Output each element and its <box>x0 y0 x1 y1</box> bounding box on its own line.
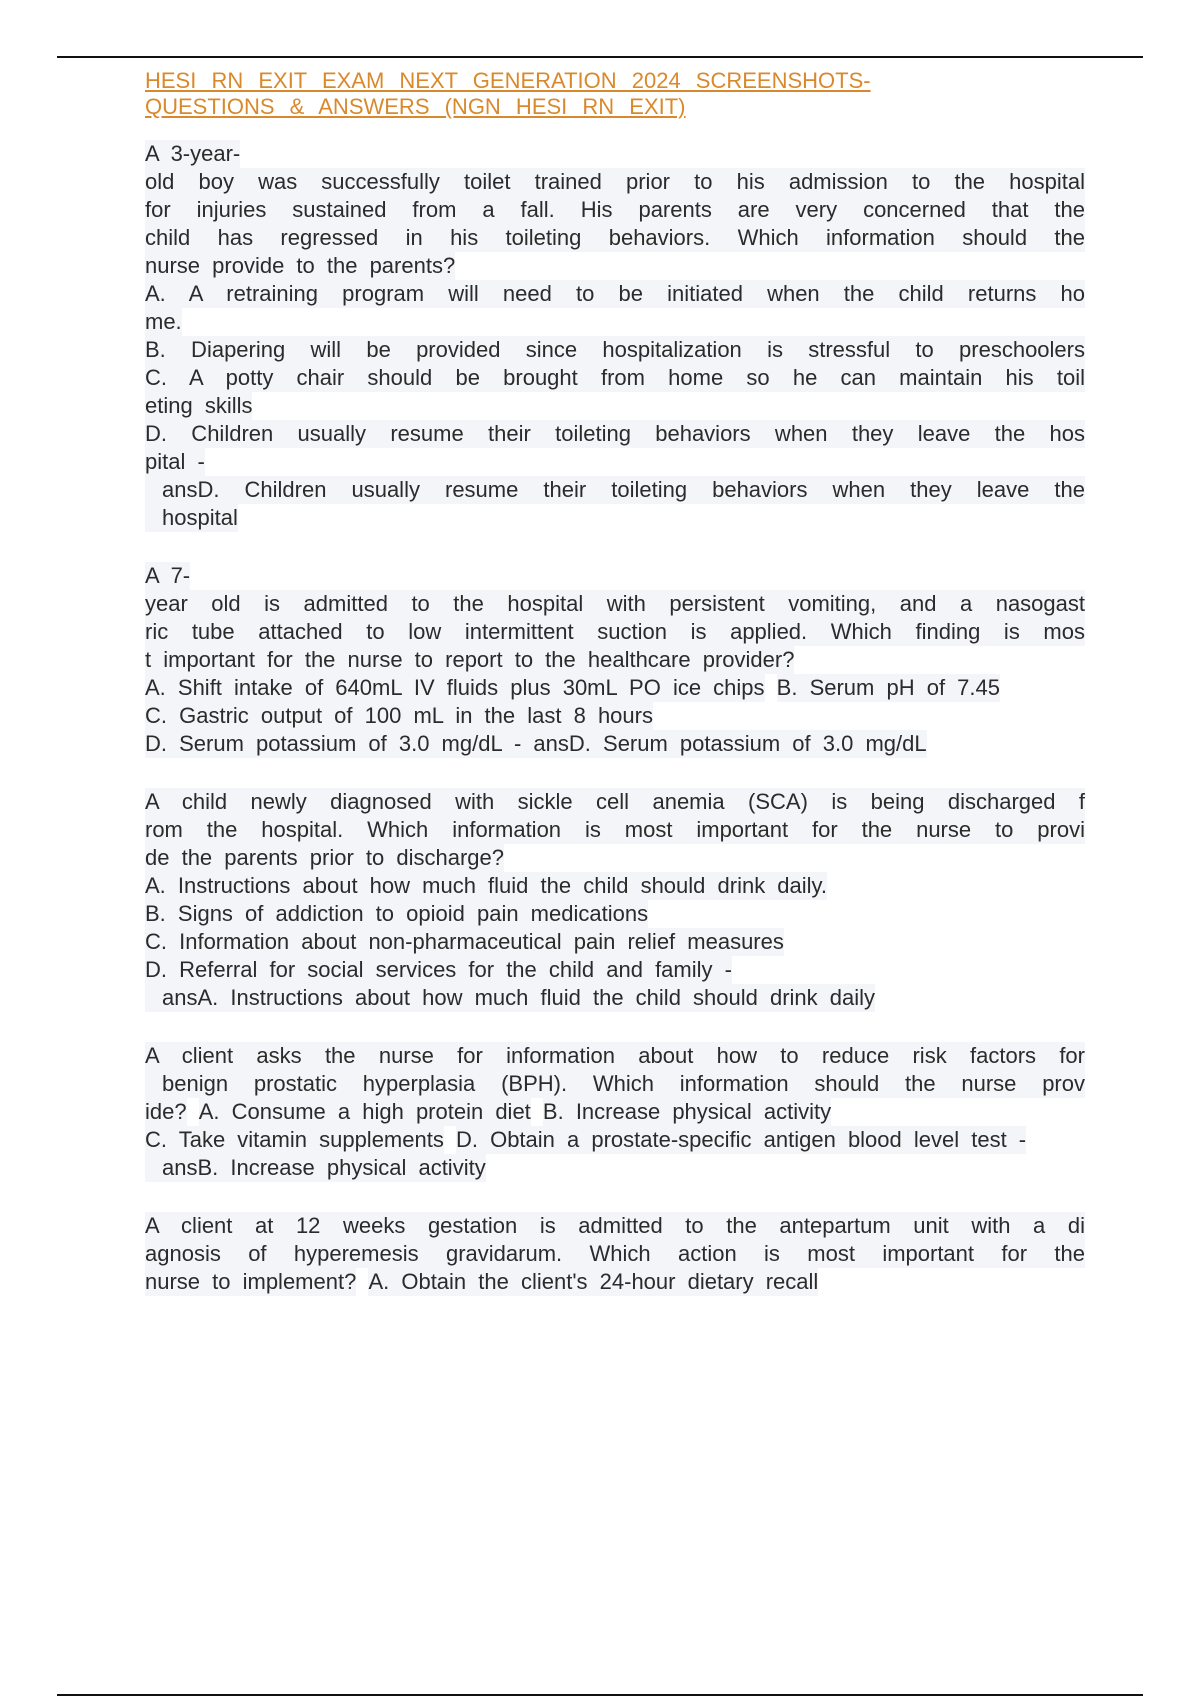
answer-option: D. Children usually resume their toileting behaviors when they leave the hos <box>145 421 1085 446</box>
answer-option: B. Diapering will be provided since hospitalization is stressful to preschoolers <box>145 337 1085 362</box>
answer-option: A. A retraining program will need to be initiated when the child returns ho <box>145 281 1085 306</box>
document-title-link[interactable] <box>145 68 1085 120</box>
question-stem-line: year old is admitted to the hospital with persistent vomiting, and a nasogast <box>145 591 1085 616</box>
answer-option: C. Take vitamin supplements <box>145 1127 444 1152</box>
question-stem-line: nurse provide to the parents? <box>145 253 456 278</box>
question-stem-line: A child newly diagnosed with sickle cell anemia (SCA) is being discharged f <box>145 789 1085 814</box>
header-rule <box>57 56 1143 58</box>
question-stem-line: ide? <box>145 1099 187 1124</box>
question-stem-line: A client at 12 weeks gestation is admitted to the antepartum unit with a di <box>145 1213 1085 1238</box>
title-line: HESI RN EXIT EXAM NEXT GENERATION 2024 SCREENSHOTS- <box>145 68 871 93</box>
answer-option: D. Obtain a prostate-specific antigen blood level test - <box>455 1127 1027 1152</box>
question-stem-line: child has regressed in his toileting behaviors. Which information should the <box>145 225 1085 250</box>
question-block <box>145 1212 1085 1296</box>
question-stem-line: A 7- <box>145 563 191 588</box>
answer-option: B. Increase physical activity <box>542 1099 832 1124</box>
answer-option: C. Gastric output of 100 mL in the last 8 hours <box>145 703 653 728</box>
question-stem-line: old boy was successfully toilet trained prior to his admission to the hospital <box>145 169 1085 194</box>
question-block <box>145 562 1085 758</box>
footer-rule <box>57 1694 1143 1696</box>
answer-option: D. Referral for social services for the child and family - <box>145 957 732 982</box>
question-stem-line: for injuries sustained from a fall. His parents are very concerned that the <box>145 197 1085 222</box>
correct-answer: ansD. Children usually resume their toileting behaviors when they leave the <box>145 476 1085 504</box>
answer-option: C. Information about non-pharmaceutical pain relief measures <box>145 929 784 954</box>
answer-option: pital - <box>145 449 205 474</box>
question-block <box>145 1042 1085 1182</box>
answer-option: eting skills <box>145 393 253 418</box>
question-stem-line: nurse to implement? <box>145 1269 357 1294</box>
question-stem-line: ric tube attached to low intermittent suction is applied. Which finding is mos <box>145 619 1085 644</box>
document-body <box>145 68 1085 1326</box>
answer-option: B. Serum pH of 7.45 <box>776 675 1000 700</box>
question-block <box>145 140 1085 532</box>
correct-answer: ansA. Instructions about how much fluid the child should drink daily <box>145 984 875 1012</box>
answer-option: A. Shift intake of 640mL IV fluids plus 30mL PO ice chips <box>145 675 765 700</box>
answer-option: A. Obtain the client's 24-hour dietary recall <box>368 1269 819 1294</box>
answer-option: C. A potty chair should be brought from home so he can maintain his toil <box>145 365 1085 390</box>
question-block <box>145 788 1085 1012</box>
question-stem-line: agnosis of hyperemesis gravidarum. Which action is most important for the <box>145 1241 1085 1266</box>
answer-option: me. <box>145 309 182 334</box>
correct-answer: hospital <box>145 504 238 532</box>
question-stem-line: de the parents prior to discharge? <box>145 845 504 870</box>
question-stem-line: A 3-year- <box>145 141 241 166</box>
question-stem-line: rom the hospital. Which information is most important for the nurse to provi <box>145 817 1085 842</box>
answer-option: A. Consume a high protein diet <box>198 1099 531 1124</box>
title-line: QUESTIONS & ANSWERS (NGN HESI RN EXIT) <box>145 94 686 119</box>
question-stem-line: benign prostatic hyperplasia (BPH). Which information should the nurse prov <box>145 1070 1085 1098</box>
question-stem-line: t important for the nurse to report to the healthcare provider? <box>145 647 795 672</box>
answer-option: A. Instructions about how much fluid the child should drink daily. <box>145 873 828 898</box>
answer-option: B. Signs of addiction to opioid pain medications <box>145 901 649 926</box>
correct-answer: D. Serum potassium of 3.0 mg/dL - ansD. Serum potassium of 3.0 mg/dL <box>145 731 927 756</box>
question-stem-line: A client asks the nurse for information about how to reduce risk factors for <box>145 1043 1085 1068</box>
correct-answer: ansB. Increase physical activity <box>145 1154 486 1182</box>
